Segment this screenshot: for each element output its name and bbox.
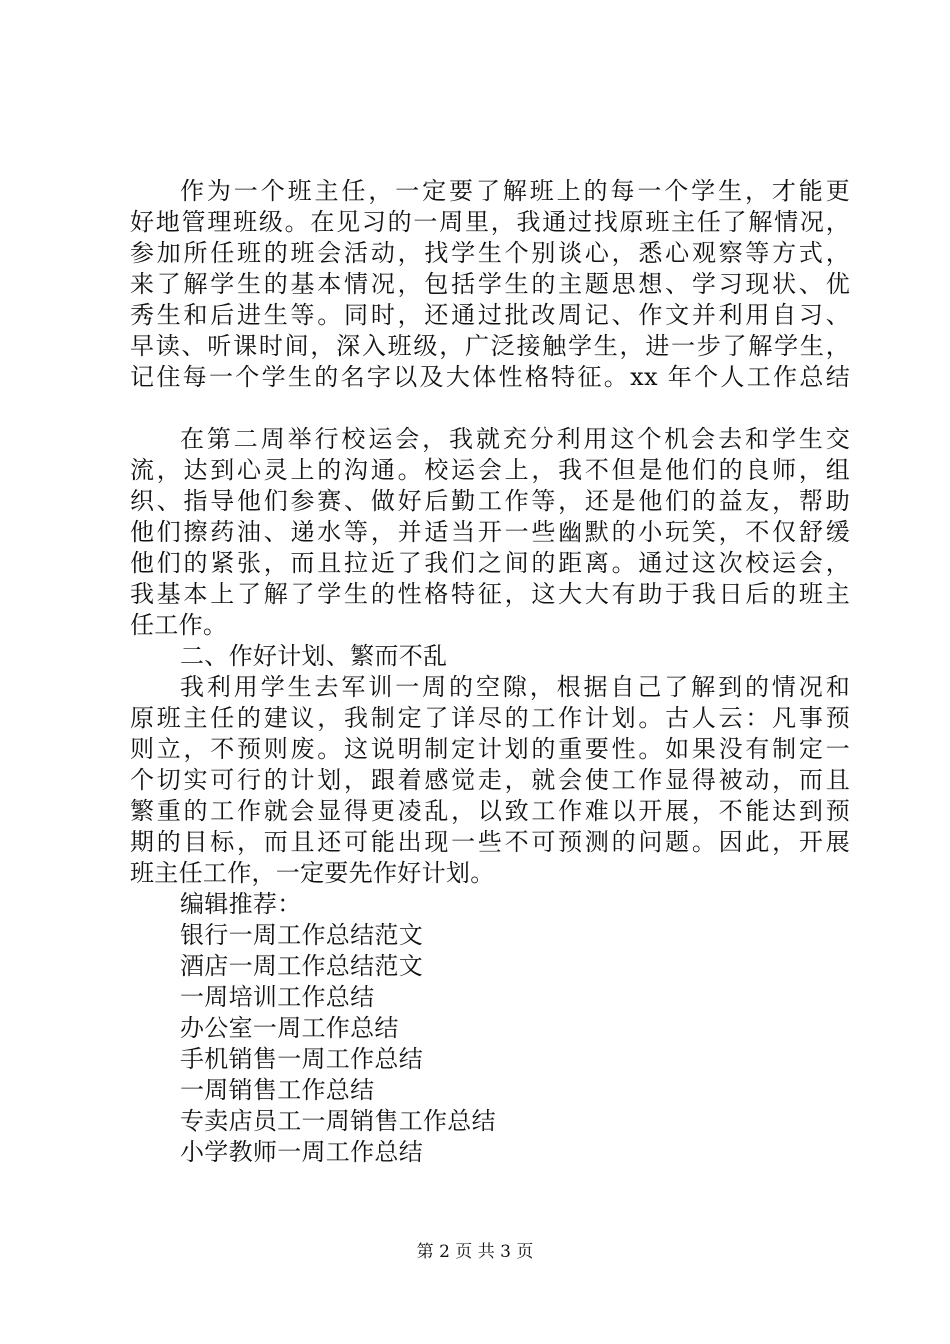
text-line: 班主任工作，一定要先作好计划。	[130, 859, 495, 887]
text-line: 任工作。	[130, 611, 228, 639]
text-line: 我利用学生去军训一周的空隙，根据自己了解到的情况和	[180, 673, 850, 701]
recommend-label: 编辑推荐：	[180, 890, 302, 918]
text-line: 早读、听课时间，深入班级，广泛接触学生，进一步了解学生，	[130, 332, 850, 360]
text-line: 期的目标，而且还可能出现一些不可预测的问题。因此，开展	[130, 828, 850, 856]
page-number-footer: 第 2 页 共 3 页	[416, 1242, 534, 1262]
text-line: 繁重的工作就会显得更凌乱，以致工作难以开展，不能达到预	[130, 797, 850, 825]
recommend-link[interactable]: 专卖店员工一周销售工作总结	[180, 1107, 496, 1135]
recommend-link[interactable]: 手机销售一周工作总结	[180, 1045, 423, 1073]
recommend-link[interactable]: 酒店一周工作总结范文	[180, 952, 423, 980]
text-line: 记住每一个学生的名字以及大体性格特征。xx 年个人工作总结	[130, 363, 850, 391]
text-line: 在第二周举行校运会，我就充分利用这个机会去和学生交	[180, 425, 850, 453]
section-heading: 二、作好计划、繁而不乱	[180, 642, 448, 670]
text-line: 我基本上了解了学生的性格特征，这大大有助于我日后的班主	[130, 580, 850, 608]
text-line: 好地管理班级。在见习的一周里，我通过找原班主任了解情况，	[130, 208, 850, 236]
recommend-link[interactable]: 办公室一周工作总结	[180, 1014, 399, 1042]
recommend-link[interactable]: 小学教师一周工作总结	[180, 1138, 423, 1166]
text-line: 作为一个班主任，一定要了解班上的每一个学生，才能更	[180, 177, 850, 205]
recommend-link[interactable]: 银行一周工作总结范文	[180, 921, 423, 949]
text-line: 则立，不预则废。这说明制定计划的重要性。如果没有制定一	[130, 735, 850, 763]
text-line: 流，达到心灵上的沟通。校运会上，我不但是他们的良师，组	[130, 456, 850, 484]
text-line: 他们的紧张，而且拉近了我们之间的距离。通过这次校运会，	[130, 549, 850, 577]
text-line: 他们擦药油、递水等，并适当开一些幽默的小玩笑，不仅舒缓	[130, 518, 850, 546]
text-line: 个切实可行的计划，跟着感觉走，就会使工作显得被动，而且	[130, 766, 850, 794]
recommend-link[interactable]: 一周培训工作总结	[180, 983, 375, 1011]
text-line: 参加所任班的班会活动，找学生个别谈心，悉心观察等方式，	[130, 239, 850, 267]
text-line: 织、指导他们参赛、做好后勤工作等，还是他们的益友，帮助	[130, 487, 850, 515]
recommend-link[interactable]: 一周销售工作总结	[180, 1076, 375, 1104]
text-line: 原班主任的建议，我制定了详尽的工作计划。古人云：凡事预	[130, 704, 850, 732]
text-line: 秀生和后进生等。同时，还通过批改周记、作文并利用自习、	[130, 301, 850, 329]
text-line: 来了解学生的基本情况，包括学生的主题思想、学习现状、优	[130, 270, 850, 298]
